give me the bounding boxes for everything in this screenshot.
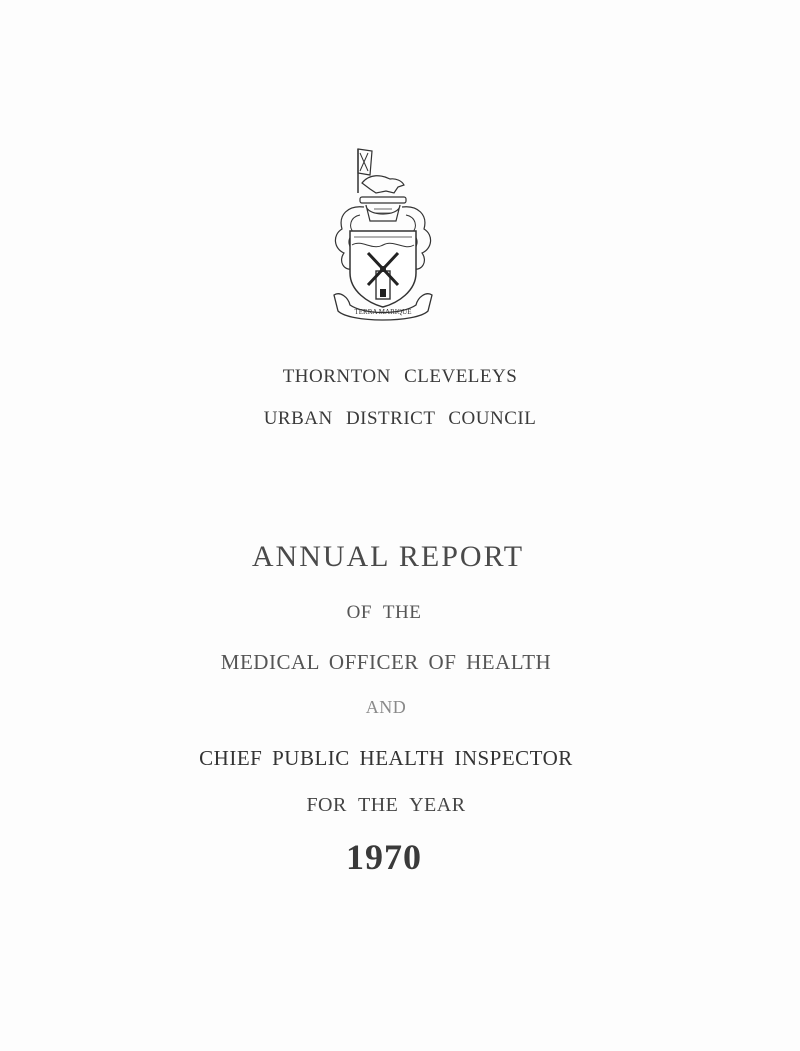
report-of-the: OF THE — [346, 602, 422, 623]
council-name-line-1: THORNTON CLEVELEYS — [282, 366, 518, 387]
crest-motto: TERRA MARIQUE — [354, 308, 412, 316]
report-inspector: CHIEF PUBLIC HEALTH INSPECTOR — [199, 746, 573, 770]
report-year: 1970 — [346, 837, 422, 877]
coat-of-arms-icon — [320, 145, 435, 330]
council-name-line-2: URBAN DISTRICT COUNCIL — [263, 408, 537, 429]
report-officer: MEDICAL OFFICER OF HEALTH — [220, 650, 552, 674]
report-for-the-year: FOR THE YEAR — [306, 794, 466, 816]
report-and: AND — [365, 697, 407, 717]
report-title: ANNUAL REPORT — [251, 540, 525, 573]
